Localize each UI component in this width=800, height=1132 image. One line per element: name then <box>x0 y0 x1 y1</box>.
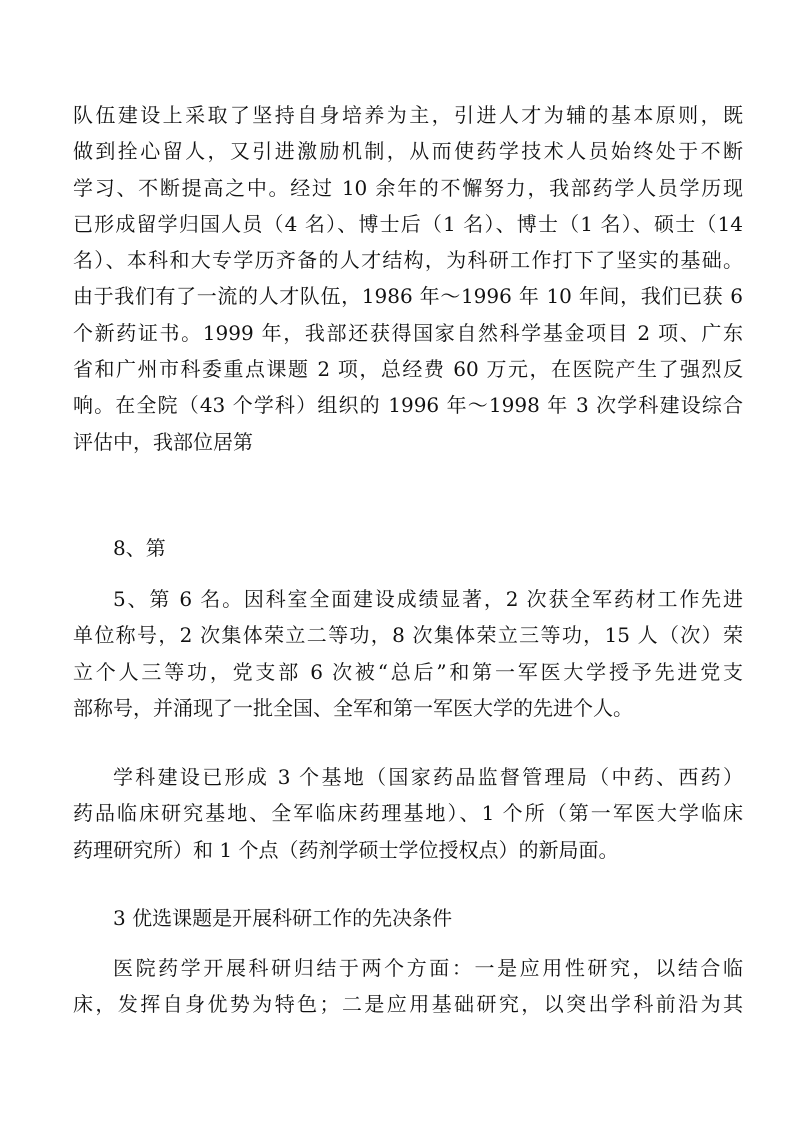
text-line: 部称号，并涌现了一批全国、全军和第一军医大学的先进个人。 <box>73 695 633 720</box>
paragraph-discipline-bases <box>73 759 743 868</box>
section-heading-topic-selection <box>73 900 743 936</box>
paragraph-research-directions <box>73 950 743 1023</box>
paragraph-honors <box>73 581 743 726</box>
text-line: 床，发挥自身优势为特色；二是应用基础研究，以突出学科前沿为其 <box>73 992 743 1017</box>
text-line: 队伍建设上采取了坚持自身培养为主，引进人才为辅的基本原则，既 <box>73 103 743 127</box>
text-line: 名）、本科和大专学历齐备的人才结构，为科研工作打下了坚实的基础。 <box>73 248 743 273</box>
text-line: 5、第 6 名。因科室全面建设成绩显著，2 次获全军药材工作先进 <box>113 587 743 611</box>
text-line: 8、第 <box>113 536 166 560</box>
text-line: 由于我们有了一流的人才队伍，1986 年～1996 年 10 年间，我们已获 6 <box>73 284 743 309</box>
text-line: 个新药证书。1999 年，我部还获得国家自然科学基金项目 2 项、广东 <box>73 320 743 345</box>
text-line: 评估中，我部位居第 <box>73 429 253 454</box>
text-line: 做到拴心留人，又引进激励机制，从而使药学技术人员始终处于不断 <box>73 139 743 164</box>
text-line: 药品临床研究基地、全军临床药理基地）、1 个所（第一军医大学临床 <box>73 801 743 826</box>
text-line: 3 优选课题是开展科研工作的先决条件 <box>113 906 453 930</box>
text-line: 已形成留学归国人员（4 名）、博士后（1 名）、博士（1 名）、硕士（14 <box>73 211 743 236</box>
text-line: 单位称号，2 次集体荣立二等功，8 次集体荣立三等功，15 人（次）荣 <box>73 623 743 648</box>
text-line: 立个人三等功，党支部 6 次被“总后”和第一军医大学授予先进党支 <box>73 659 743 684</box>
text-line: 响。在全院（43 个学科）组织的 1996 年～1998 年 3 次学科建设综合 <box>73 393 743 418</box>
paragraph-staff-building <box>73 97 743 460</box>
text-line: 医院药学开展科研归结于两个方面：一是应用性研究，以结合临 <box>113 956 743 980</box>
text-line: 学习、不断提高之中。经过 10 余年的不懈努力，我部药学人员学历现 <box>73 175 743 200</box>
paragraph-rank-fragment <box>73 530 743 566</box>
text-line: 药理研究所）和 1 个点（药剂学硕士学位授权点）的新局面。 <box>73 837 619 862</box>
text-line: 学科建设已形成 3 个基地（国家药品监督管理局（中药、西药） <box>113 765 743 789</box>
text-line: 省和广州市科委重点课题 2 项，总经费 60 万元，在医院产生了强烈反 <box>73 357 743 382</box>
